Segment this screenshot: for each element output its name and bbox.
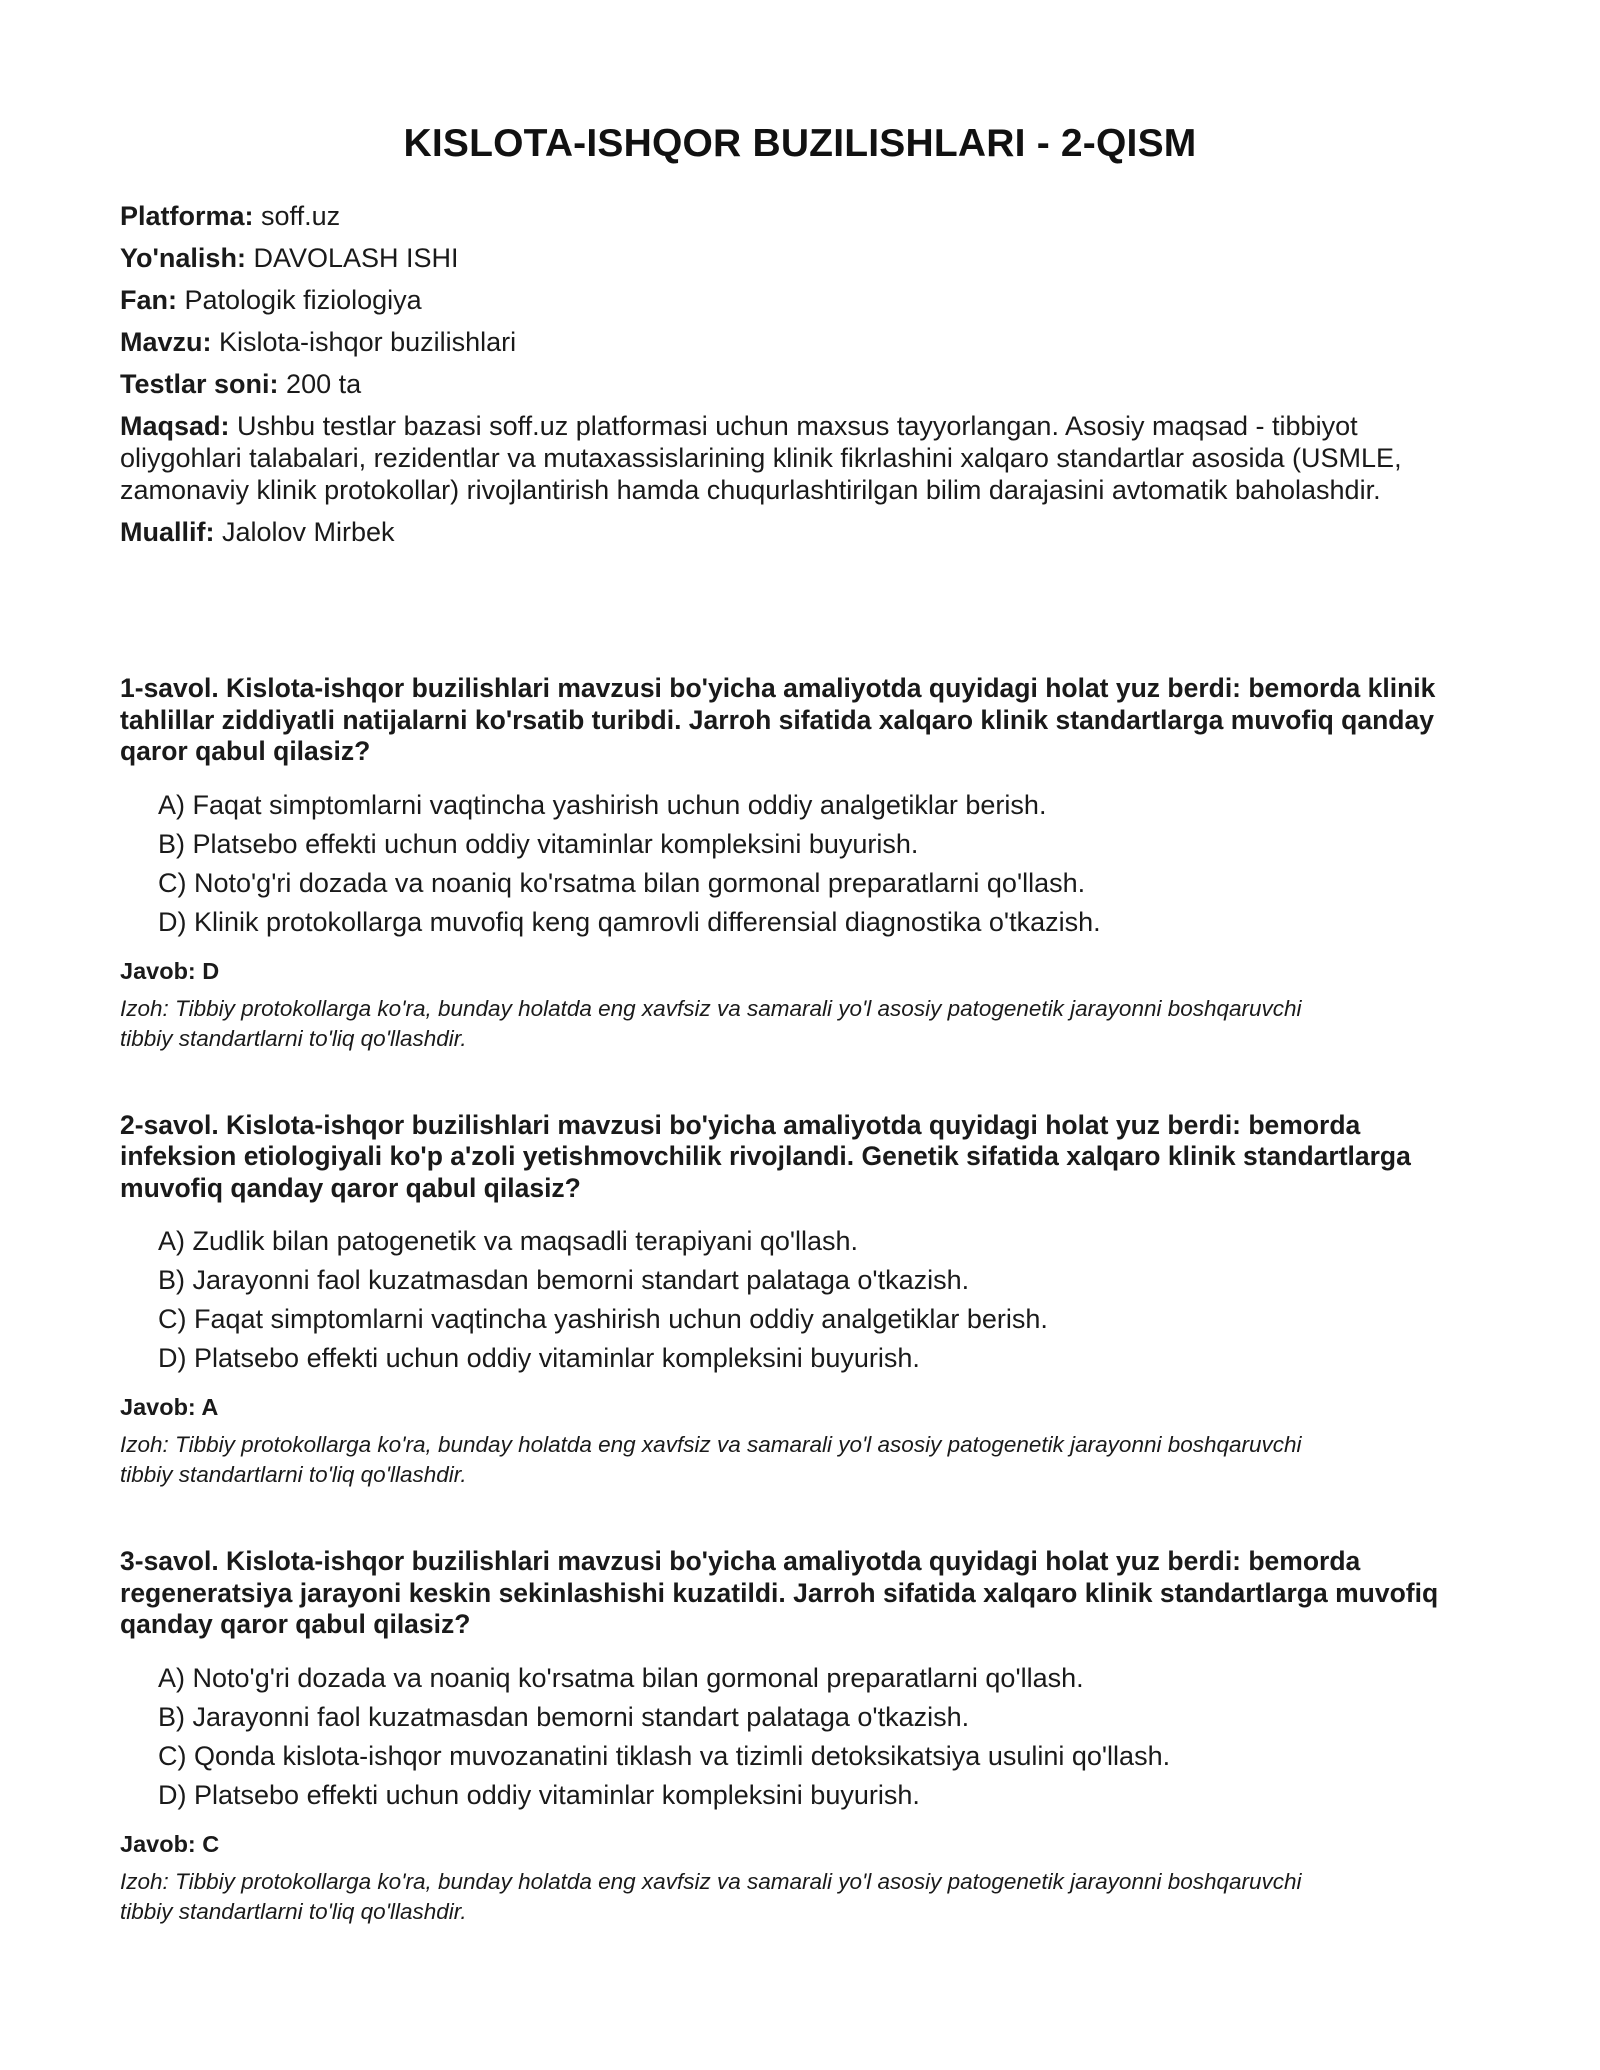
meta-row-mavzu [120, 326, 1480, 358]
option-a: A) Zudlik bilan patogenetik va maqsadli terapiyani qo'llash. [158, 1226, 859, 1256]
question-2 [120, 1110, 1480, 1491]
meta-value: Kislota-ishqor buzilishlari [211, 327, 517, 357]
question-text: 2-savol. Kislota-ishqor buzilishlari mavzusi bo'yicha amaliyotda quyidagi holat yuz berdi: bemorda infeksion etiologiyali ko'p a'zoli yetishmovchilik rivojlandi. Genetik sifatida xalqaro klinik standartlarga muvofiq qanday qaror qabul qilasiz? [120, 1109, 1411, 1203]
question-1 [120, 673, 1480, 1054]
meta-key: Platforma: [120, 201, 254, 231]
question-text: 3-savol. Kislota-ishqor buzilishlari mavzusi bo'yicha amaliyotda quyidagi holat yuz berdi: bemorda regeneratsiya jarayoni keskin sekinlashishi kuzatildi. Jarroh sifatida xalqaro klinik standartlarga muvofiq qanday qaror qabul qilasiz? [120, 1546, 1439, 1639]
option-b: B) Platsebo effekti uchun oddiy vitaminlar kompleksini buyurish. [158, 828, 919, 859]
question-text: 1-savol. Kislota-ishqor buzilishlari mavzusi bo'yicha amaliyotda quyidagi holat yuz berdi: bemorda klinik tahlillar ziddiyatli natijalarni ko'rsatib turibdi. Jarroh sifatida xalqaro klinik standartlarga muvofiq qanday qaror qabul qilasiz? [120, 673, 1436, 766]
meta-row-yonalish [120, 242, 1480, 274]
question-3 [120, 1546, 1480, 1927]
meta-value: 200 ta [278, 369, 362, 399]
meta-row-platforma [120, 200, 1480, 232]
option-d: D) Platsebo effekti uchun oddiy vitaminlar kompleksini buyurish. [158, 1779, 920, 1810]
option-c: C) Noto'g'ri dozada va noaniq ko'rsatma bilan gormonal preparatlarni qo'llash. [158, 867, 1086, 898]
answer-options [120, 1222, 1480, 1378]
option-b: B) Jarayonni faol kuzatmasdan bemorni standart palataga o'tkazish. [158, 1701, 970, 1732]
metadata-block [120, 200, 1480, 558]
meta-row-muallif [120, 516, 1480, 548]
meta-key: Yo'nalish: [120, 243, 246, 273]
option-b: B) Jarayonni faol kuzatmasdan bemorni standart palataga o'tkazish. [158, 1265, 970, 1295]
correct-answer: Javob: C [120, 1830, 220, 1857]
meta-value: soff.uz [253, 201, 341, 231]
questions-list [120, 673, 1480, 1983]
meta-key: Testlar soni: [120, 369, 279, 399]
meta-value: Patologik fiziologiya [177, 285, 422, 315]
option-a: A) Noto'g'ri dozada va noaniq ko'rsatma bilan gormonal preparatlarni qo'llash. [158, 1662, 1084, 1693]
meta-key: Maqsad: [120, 411, 230, 441]
document-title: KISLOTA-ISHQOR BUZILISHLARI - 2-QISM [403, 122, 1197, 165]
answer-explanation: Izoh: Tibbiy protokollarga ko'ra, bunday holatda eng xavfsiz va samarali yo'l asosiy patogenetik jarayonni boshqaruvchi tibbiy standartlarni to'liq qo'llashdir. [120, 1432, 1302, 1487]
answer-options [120, 1659, 1480, 1815]
correct-answer: Javob: D [120, 957, 220, 984]
option-d: D) Klinik protokollarga muvofiq keng qamrovli differensial diagnostika o'tkazish. [158, 906, 1101, 937]
answer-explanation: Izoh: Tibbiy protokollarga ko'ra, bunday holatda eng xavfsiz va samarali yo'l asosiy patogenetik jarayonni boshqaruvchi tibbiy standartlarni to'liq qo'llashdir. [120, 1868, 1302, 1924]
correct-answer: Javob: A [120, 1394, 219, 1420]
meta-row-maqsad [120, 410, 1480, 506]
option-a: A) Faqat simptomlarni vaqtincha yashirish uchun oddiy analgetiklar berish. [158, 789, 1047, 820]
meta-value: Jalolov Mirbek [214, 517, 395, 547]
option-c: C) Qonda kislota-ishqor muvozanatini tiklash va tizimli detoksikatsiya usulini qo'llash. [158, 1740, 1171, 1771]
answer-explanation: Izoh: Tibbiy protokollarga ko'ra, bunday holatda eng xavfsiz va samarali yo'l asosiy patogenetik jarayonni boshqaruvchi tibbiy standartlarni to'liq qo'llashdir. [120, 995, 1302, 1051]
meta-row-testlar-soni [120, 368, 1480, 400]
option-c: C) Faqat simptomlarni vaqtincha yashirish uchun oddiy analgetiklar berish. [158, 1304, 1048, 1334]
option-d: D) Platsebo effekti uchun oddiy vitaminlar kompleksini buyurish. [158, 1343, 920, 1373]
meta-key: Fan: [120, 285, 177, 315]
answer-options [120, 786, 1480, 942]
meta-value: Ushbu testlar bazasi soff.uz platformasi uchun maxsus tayyorlangan. Asosiy maqsad - tibbiyot oliygohlari talabalari, rezidentlar va mutaxassislarining klinik fikrlashini xalqaro standartlar asosida (USMLE, zamonaviy klinik protokollar) rivojlantirish hamda chuqurlashtirilgan bilim darajasini avtomatik baholashdir. [120, 411, 1402, 505]
meta-row-fan [120, 284, 1480, 316]
meta-key: Mavzu: [120, 327, 212, 357]
meta-value: DAVOLASH ISHI [245, 243, 459, 273]
meta-key: Muallif: [120, 517, 215, 547]
